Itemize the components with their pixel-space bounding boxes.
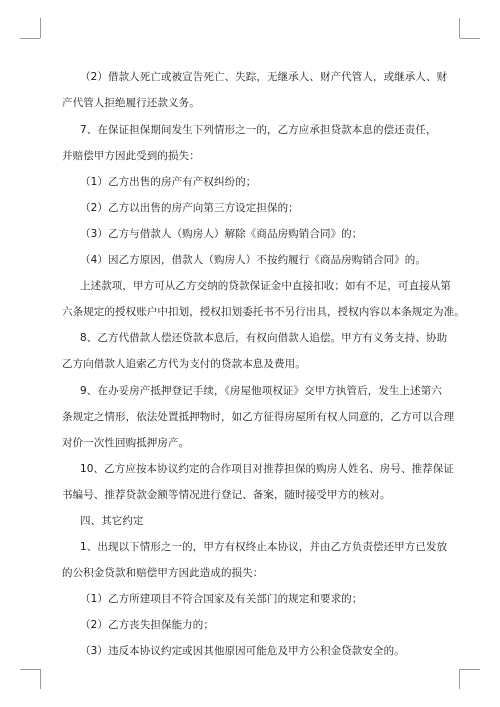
text-line: 乙方向借款人追索乙方代为支付的贷款本息及费用。 bbox=[62, 358, 306, 370]
text-line: 9、在办妥房产抵押登记手续，《房屋他项权证》交甲方执管后，发生上述第六 bbox=[80, 385, 442, 397]
crop-mark-bottom-right-vertical bbox=[459, 669, 460, 689]
crop-mark-bottom-left-vertical bbox=[40, 669, 41, 689]
text-line: （3）违反本协议约定或因其他原因可能危及甲方公积金贷款安全的。 bbox=[80, 645, 405, 657]
text-line: 条规定之情形，依法处置抵押物时，如乙方征得房屋所有权人同意的，乙方可以合理 bbox=[62, 411, 455, 423]
text-line: 10、乙方应按本协议约定的合作项目对推荐担保的购房人姓名、房号、推荐保证 bbox=[80, 463, 454, 475]
text-line: （1）乙方出售的房产有产权纠纷的； bbox=[80, 176, 257, 188]
crop-mark-bottom-right-horizontal bbox=[460, 669, 480, 670]
text-line: （1）乙方所建项目不符合国家及有关部门的规定和要求的； bbox=[80, 593, 363, 605]
crop-mark-top-right-vertical bbox=[459, 18, 460, 38]
text-line: （2）乙方以出售的房产向第三方设定担保的； bbox=[80, 202, 299, 214]
crop-mark-top-left-vertical bbox=[40, 18, 41, 38]
text-line: 的公积金贷款和赔偿甲方因此造成的损失： bbox=[62, 567, 264, 579]
text-line: 六条规定的授权账户中扣划，授权扣划委托书不另行出具，授权内容以本条规定为准。 bbox=[62, 306, 465, 318]
text-line: 上述款项，甲方可从乙方交纳的贷款保证金中直接扣收；如有不足，可直接从第 bbox=[80, 280, 451, 292]
text-line: （2）乙方丧失担保能力的； bbox=[80, 619, 214, 631]
text-line: 8、乙方代借款人偿还贷款本息后，有权向借款人追偿。甲方有义务支持、协助 bbox=[80, 332, 448, 344]
section-heading: 四、其它约定 bbox=[80, 515, 144, 527]
text-line: （3）乙方与借款人（购房人）解除《商品房购销合同》的； bbox=[80, 228, 363, 240]
text-line: 1、出现以下情形之一的，甲方有权终止本协议，并由乙方负责偿还甲方已发放 bbox=[80, 541, 448, 553]
text-line: 7、在保证担保期间发生下列情形之一的，乙方应承担贷款本息的偿还责任， bbox=[80, 124, 437, 136]
crop-mark-top-left-horizontal bbox=[20, 38, 40, 39]
text-line: （2）借款人死亡或被宣告死亡、失踪，无继承人、财产代管人，或继承人、财 bbox=[80, 71, 448, 83]
crop-mark-top-right-horizontal bbox=[460, 38, 480, 39]
text-line: （4）因乙方原因，借款人（购房人）不按约履行《商品房购销合同》的。 bbox=[80, 254, 426, 266]
crop-mark-bottom-left-horizontal bbox=[20, 669, 40, 670]
text-line: 书编号、推荐贷款金额等情况进行登记、备案，随时接受甲方的核对。 bbox=[62, 489, 391, 501]
text-line: 并赔偿甲方因此受到的损失： bbox=[62, 150, 200, 162]
text-line: 对价一次性回购抵押房产。 bbox=[62, 437, 190, 449]
text-line: 产代管人拒绝履行还款义务。 bbox=[62, 97, 200, 109]
